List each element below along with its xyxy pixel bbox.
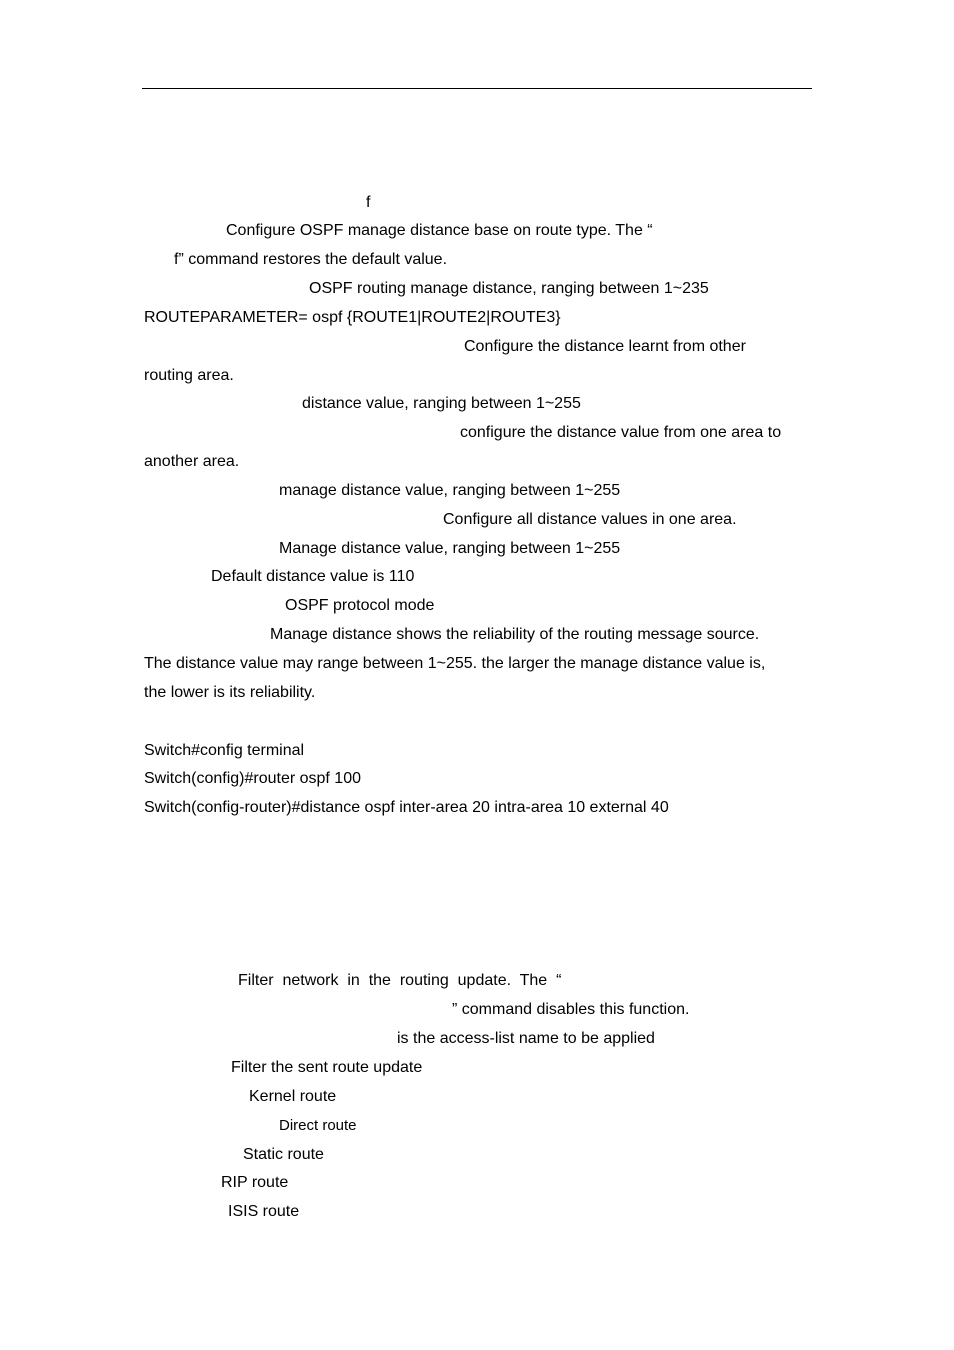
external-value: distance value, ranging between 1~255 (302, 395, 581, 412)
intra-area-description: Configure all distance values in one area. (443, 511, 737, 528)
out-description: Filter the sent route update (231, 1059, 423, 1076)
route-parameter: ROUTEPARAMETER= ospf {ROUTE1|ROUTE2|ROUTE3} (144, 309, 561, 326)
command-mode: OSPF protocol mode (285, 597, 435, 614)
inter-area-description-line1: configure the distance value from one area to (460, 424, 782, 441)
access-list-description: is the access-list name to be applied (397, 1030, 655, 1047)
header-rule (142, 88, 812, 89)
inter-area-description-line2: another area. (144, 453, 240, 470)
filter-function-line1: Filter network in the routing update. The “ (238, 972, 562, 989)
direct-route: Direct route (279, 1117, 357, 1134)
function-text-line1: Configure OSPF manage distance base on route type. The “ (226, 222, 653, 239)
command-fragment: f (366, 194, 371, 211)
default-value: Default distance value is 110 (211, 568, 415, 585)
function-text-line2: f” command restores the default value. (174, 251, 448, 268)
intra-area-value: Manage distance value, ranging between 1~255 (279, 540, 621, 557)
example-line1: Switch#config terminal (144, 742, 305, 759)
inter-area-value: manage distance value, ranging between 1~255 (279, 482, 621, 499)
example-line2: Switch(config)#router ospf 100 (144, 770, 361, 787)
usage-guide-line2: The distance value may range between 1~255. the larger the manage distance value is, (144, 655, 766, 672)
usage-guide-line1: Manage distance shows the reliability of the routing message source. (270, 626, 760, 643)
kernel-route: Kernel route (249, 1088, 337, 1105)
external-description-line2: routing area. (144, 367, 234, 384)
rip-route: RIP route (221, 1174, 289, 1191)
static-route: Static route (243, 1146, 324, 1163)
usage-guide-line3: the lower is its reliability. (144, 684, 316, 701)
parameter-distance: OSPF routing manage distance, ranging between 1~235 (309, 280, 709, 297)
filter-function-line2: ” command disables this function. (452, 1001, 690, 1018)
external-description-line1: Configure the distance learnt from other (464, 338, 746, 355)
isis-route: ISIS route (228, 1203, 300, 1220)
example-line3: Switch(config-router)#distance ospf inter-area 20 intra-area 10 external 40 (144, 799, 669, 816)
